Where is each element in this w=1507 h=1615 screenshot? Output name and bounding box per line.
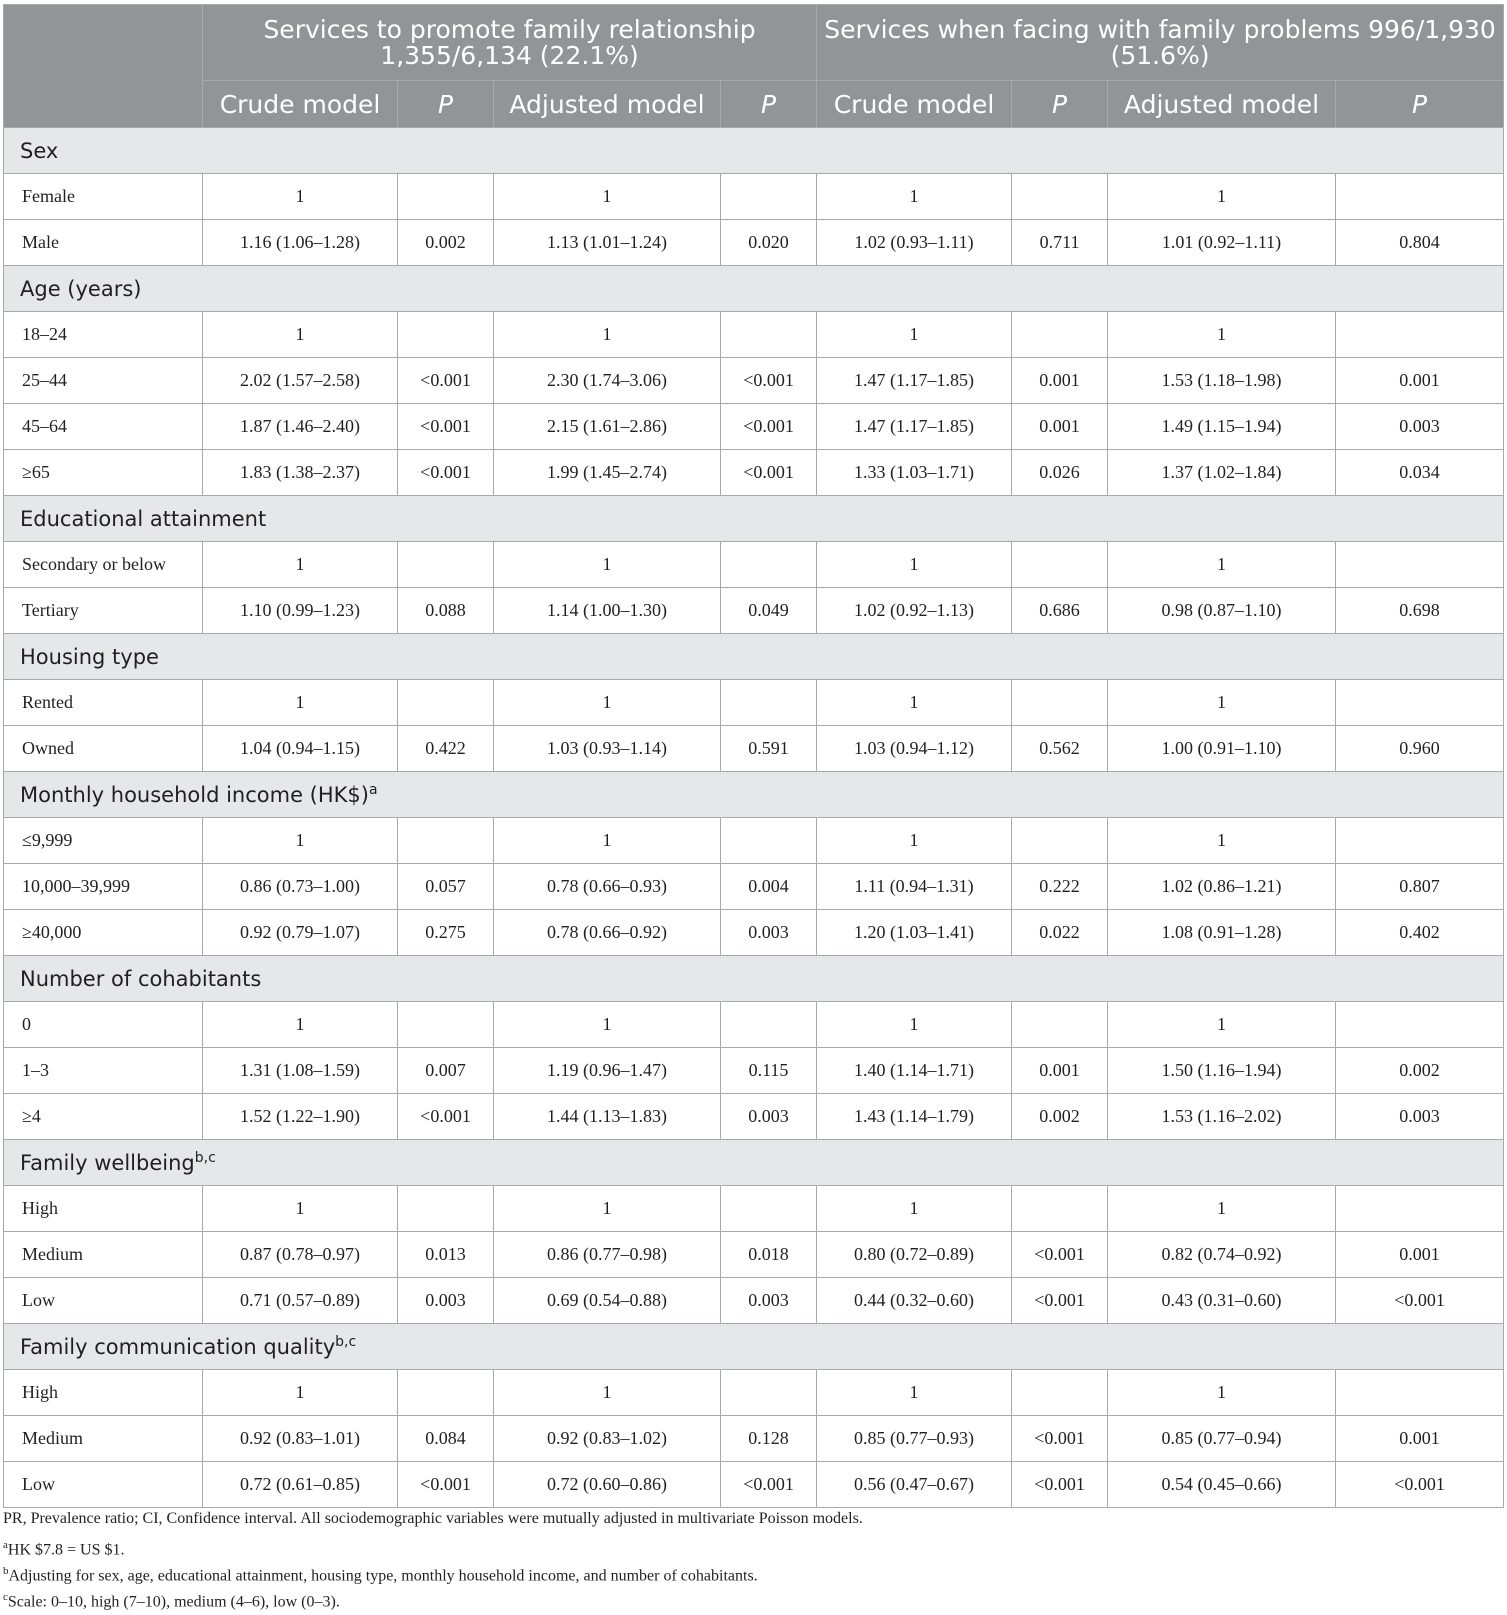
table-row xyxy=(4,542,1504,588)
ratio-cell: 1 xyxy=(817,542,1012,588)
ratio-cell: 1.04 (0.94–1.15) xyxy=(203,726,398,772)
p-value-cell xyxy=(721,680,817,726)
p-value-cell xyxy=(1336,1186,1504,1232)
p-value-cell: 0.013 xyxy=(398,1232,494,1278)
p-value-cell: 0.002 xyxy=(398,220,494,266)
p-value-cell: <0.001 xyxy=(1012,1232,1108,1278)
section-title-text: Age (years) xyxy=(20,276,142,301)
row-label: Rented xyxy=(4,680,203,726)
p-value-cell: 0.001 xyxy=(1012,404,1108,450)
ratio-cell: 0.44 (0.32–0.60) xyxy=(817,1278,1012,1324)
section-header-row xyxy=(4,128,1504,174)
p-value-cell: 0.022 xyxy=(1012,910,1108,956)
ratio-cell: 1.16 (1.06–1.28) xyxy=(203,220,398,266)
ratio-cell: 1.08 (0.91–1.28) xyxy=(1108,910,1336,956)
ratio-cell: 1.13 (1.01–1.24) xyxy=(494,220,721,266)
ratio-cell: 1.50 (1.16–1.94) xyxy=(1108,1048,1336,1094)
ratio-cell: 0.72 (0.61–0.85) xyxy=(203,1462,398,1508)
header-corner xyxy=(4,5,203,128)
ratio-cell: 0.71 (0.57–0.89) xyxy=(203,1278,398,1324)
p-value-cell: <0.001 xyxy=(1012,1416,1108,1462)
ratio-cell: 1 xyxy=(203,174,398,220)
row-label: Male xyxy=(4,220,203,266)
row-label: ≥40,000 xyxy=(4,910,203,956)
ratio-cell: 1 xyxy=(817,680,1012,726)
p-value-cell: 0.960 xyxy=(1336,726,1504,772)
header-p-value: P xyxy=(1336,81,1504,128)
table-row xyxy=(4,1416,1504,1462)
row-label: Secondary or below xyxy=(4,542,203,588)
table-row xyxy=(4,450,1504,496)
p-value-cell xyxy=(1012,818,1108,864)
p-value-cell xyxy=(721,312,817,358)
row-label: 10,000–39,999 xyxy=(4,864,203,910)
row-label: Medium xyxy=(4,1416,203,1462)
section-header-row xyxy=(4,266,1504,312)
ratio-cell: 1 xyxy=(203,680,398,726)
p-value-cell: 0.003 xyxy=(721,1278,817,1324)
p-value-cell: <0.001 xyxy=(721,404,817,450)
p-value-cell: 0.275 xyxy=(398,910,494,956)
header-p-value: P xyxy=(1012,81,1108,128)
p-value-cell xyxy=(1012,680,1108,726)
p-value-cell: <0.001 xyxy=(721,450,817,496)
ratio-cell: 1 xyxy=(203,542,398,588)
table-row xyxy=(4,174,1504,220)
ratio-cell: 1 xyxy=(1108,818,1336,864)
section-title-text: Sex xyxy=(20,138,59,163)
ratio-cell: 0.72 (0.60–0.86) xyxy=(494,1462,721,1508)
row-label: ≥65 xyxy=(4,450,203,496)
p-value-cell xyxy=(1336,312,1504,358)
section-title-text: Family communication quality xyxy=(20,1335,336,1359)
p-value-cell: 0.402 xyxy=(1336,910,1504,956)
footnote-text: PR, Prevalence ratio; CI, Confidence interval. All sociodemographic variables were mutually adjusted in multivariate Poisson models. xyxy=(3,1510,863,1527)
p-value-cell: 0.001 xyxy=(1336,1416,1504,1462)
p-value-cell: 0.003 xyxy=(398,1278,494,1324)
section-header-row xyxy=(4,634,1504,680)
ratio-cell: 1 xyxy=(817,174,1012,220)
header-p-value: P xyxy=(398,81,494,128)
p-value-cell: 0.001 xyxy=(1012,1048,1108,1094)
ratio-cell: 1.47 (1.17–1.85) xyxy=(817,404,1012,450)
table-row xyxy=(4,358,1504,404)
section-title xyxy=(4,1324,1504,1370)
p-value-cell: <0.001 xyxy=(1336,1278,1504,1324)
ratio-cell: 1.44 (1.13–1.83) xyxy=(494,1094,721,1140)
p-value-cell: <0.001 xyxy=(398,358,494,404)
ratio-cell: 1 xyxy=(203,818,398,864)
ratio-cell: 1 xyxy=(494,1370,721,1416)
p-value-cell xyxy=(1012,1370,1108,1416)
p-value-cell: 0.088 xyxy=(398,588,494,634)
ratio-cell: 0.86 (0.77–0.98) xyxy=(494,1232,721,1278)
p-value-cell: 0.007 xyxy=(398,1048,494,1094)
ratio-cell: 1.33 (1.03–1.71) xyxy=(817,450,1012,496)
ratio-cell: 0.86 (0.73–1.00) xyxy=(203,864,398,910)
table-row xyxy=(4,1462,1504,1508)
table-row xyxy=(4,1048,1504,1094)
ratio-cell: 1.03 (0.94–1.12) xyxy=(817,726,1012,772)
table-row xyxy=(4,588,1504,634)
row-label: Low xyxy=(4,1278,203,1324)
p-value-cell: 0.698 xyxy=(1336,588,1504,634)
p-value-cell xyxy=(1012,174,1108,220)
ratio-cell: 0.85 (0.77–0.93) xyxy=(817,1416,1012,1462)
footnote-marker: a xyxy=(3,1539,8,1551)
ratio-cell: 0.54 (0.45–0.66) xyxy=(1108,1462,1336,1508)
ratio-cell: 1.03 (0.93–1.14) xyxy=(494,726,721,772)
p-value-cell: 0.711 xyxy=(1012,220,1108,266)
section-title xyxy=(4,634,1504,680)
section-header-row xyxy=(4,1140,1504,1186)
p-value-cell: 0.562 xyxy=(1012,726,1108,772)
ratio-cell: 0.92 (0.83–1.01) xyxy=(203,1416,398,1462)
ratio-cell: 1 xyxy=(1108,680,1336,726)
ratio-cell: 1 xyxy=(494,312,721,358)
section-title xyxy=(4,128,1504,174)
row-label: 18–24 xyxy=(4,312,203,358)
ratio-cell: 0.56 (0.47–0.67) xyxy=(817,1462,1012,1508)
p-value-cell xyxy=(1336,542,1504,588)
section-title-text: Family wellbeing xyxy=(20,1151,195,1175)
footnote-marker: b,c xyxy=(194,1150,216,1166)
p-value-cell: <0.001 xyxy=(398,404,494,450)
ratio-cell: 1 xyxy=(494,1002,721,1048)
ratio-cell: 2.30 (1.74–3.06) xyxy=(494,358,721,404)
ratio-cell: 1 xyxy=(817,1186,1012,1232)
ratio-cell: 1.49 (1.15–1.94) xyxy=(1108,404,1336,450)
p-value-cell xyxy=(1012,312,1108,358)
row-label: Tertiary xyxy=(4,588,203,634)
p-value-cell: 0.003 xyxy=(1336,404,1504,450)
row-label: Female xyxy=(4,174,203,220)
table-row xyxy=(4,1002,1504,1048)
p-value-cell: 0.004 xyxy=(721,864,817,910)
table-row xyxy=(4,680,1504,726)
ratio-cell: 0.92 (0.83–1.02) xyxy=(494,1416,721,1462)
footnote xyxy=(3,1558,1503,1584)
table-row xyxy=(4,312,1504,358)
table-row xyxy=(4,1232,1504,1278)
p-value-cell: 0.002 xyxy=(1336,1048,1504,1094)
table-row xyxy=(4,726,1504,772)
p-value-cell xyxy=(398,1186,494,1232)
row-label: 0 xyxy=(4,1002,203,1048)
ratio-cell: 1.31 (1.08–1.59) xyxy=(203,1048,398,1094)
ratio-cell: 1 xyxy=(203,1370,398,1416)
ratio-cell: 1 xyxy=(817,1370,1012,1416)
p-value-cell: 0.591 xyxy=(721,726,817,772)
ratio-cell: 1 xyxy=(1108,1002,1336,1048)
footnote-text: Scale: 0–10, high (7–10), medium (4–6), low (0–3). xyxy=(7,1593,340,1611)
ratio-cell: 0.82 (0.74–0.92) xyxy=(1108,1232,1336,1278)
ratio-cell: 1.11 (0.94–1.31) xyxy=(817,864,1012,910)
ratio-cell: 1 xyxy=(1108,542,1336,588)
ratio-cell: 1.87 (1.46–2.40) xyxy=(203,404,398,450)
footnote-marker: a xyxy=(368,782,378,798)
p-value-cell xyxy=(721,1370,817,1416)
p-value-cell: 0.804 xyxy=(1336,220,1504,266)
p-value-cell xyxy=(398,680,494,726)
footnote xyxy=(3,1584,1503,1610)
ratio-cell: 1.47 (1.17–1.85) xyxy=(817,358,1012,404)
ratio-cell: 1 xyxy=(1108,312,1336,358)
footnote-text: HK $7.8 = US $1. xyxy=(7,1541,125,1559)
section-title-text: Monthly household income (HK$) xyxy=(20,783,369,807)
p-value-cell xyxy=(398,818,494,864)
table-row xyxy=(4,818,1504,864)
ratio-cell: 1 xyxy=(203,1002,398,1048)
ratio-cell: 0.92 (0.79–1.07) xyxy=(203,910,398,956)
table-row xyxy=(4,1370,1504,1416)
section-title xyxy=(4,772,1504,818)
p-value-cell: 0.422 xyxy=(398,726,494,772)
ratio-cell: 1.02 (0.92–1.13) xyxy=(817,588,1012,634)
p-value-cell: <0.001 xyxy=(398,1094,494,1140)
p-value-cell: 0.002 xyxy=(1012,1094,1108,1140)
row-label: 25–44 xyxy=(4,358,203,404)
p-value-cell: 0.020 xyxy=(721,220,817,266)
row-label: ≤9,999 xyxy=(4,818,203,864)
header-group-promote: Services to promote family relationship 1,355/6,134 (22.1%) xyxy=(203,5,817,81)
ratio-cell: 1 xyxy=(1108,1370,1336,1416)
section-title-text: Housing type xyxy=(20,644,159,669)
header-group-problems: Services when facing with family problems 996/1,930 (51.6%) xyxy=(817,5,1504,81)
ratio-cell: 1.99 (1.45–2.74) xyxy=(494,450,721,496)
p-value-cell xyxy=(398,174,494,220)
table-row xyxy=(4,1186,1504,1232)
ratio-cell: 1 xyxy=(1108,1186,1336,1232)
p-value-cell xyxy=(1012,1186,1108,1232)
section-header-row xyxy=(4,1324,1504,1370)
table-row xyxy=(4,1278,1504,1324)
p-value-cell: 0.807 xyxy=(1336,864,1504,910)
ratio-cell: 1 xyxy=(817,1002,1012,1048)
ratio-cell: 1 xyxy=(203,1186,398,1232)
row-label: Medium xyxy=(4,1232,203,1278)
ratio-cell: 1 xyxy=(817,818,1012,864)
row-label: 45–64 xyxy=(4,404,203,450)
row-label: Owned xyxy=(4,726,203,772)
ratio-cell: 1.10 (0.99–1.23) xyxy=(203,588,398,634)
table-row xyxy=(4,910,1504,956)
p-value-cell: 0.003 xyxy=(721,910,817,956)
section-title xyxy=(4,1140,1504,1186)
section-header-row xyxy=(4,772,1504,818)
ratio-cell: 0.69 (0.54–0.88) xyxy=(494,1278,721,1324)
ratio-cell: 1.19 (0.96–1.47) xyxy=(494,1048,721,1094)
ratio-cell: 1.53 (1.18–1.98) xyxy=(1108,358,1336,404)
p-value-cell: 0.018 xyxy=(721,1232,817,1278)
header-crude-model: Crude model xyxy=(817,81,1012,128)
p-value-cell: 0.049 xyxy=(721,588,817,634)
footnote-text: Adjusting for sex, age, educational attainment, housing type, monthly household income, and number of cohabitants. xyxy=(8,1567,758,1585)
ratio-cell: 1.00 (0.91–1.10) xyxy=(1108,726,1336,772)
p-value-cell: 0.003 xyxy=(721,1094,817,1140)
p-value-cell xyxy=(398,312,494,358)
header-crude-model: Crude model xyxy=(203,81,398,128)
results-table xyxy=(3,4,1504,1508)
table-body xyxy=(4,128,1504,1508)
p-value-cell: 0.001 xyxy=(1012,358,1108,404)
p-value-cell: 0.222 xyxy=(1012,864,1108,910)
row-label: High xyxy=(4,1370,203,1416)
p-value-cell: <0.001 xyxy=(398,1462,494,1508)
p-value-cell: <0.001 xyxy=(721,358,817,404)
p-value-cell: 0.128 xyxy=(721,1416,817,1462)
ratio-cell: 1 xyxy=(494,174,721,220)
row-label: Low xyxy=(4,1462,203,1508)
p-value-cell: <0.001 xyxy=(1336,1462,1504,1508)
ratio-cell: 1 xyxy=(494,818,721,864)
p-value-cell xyxy=(721,174,817,220)
p-value-cell: <0.001 xyxy=(1012,1278,1108,1324)
p-value-cell: 0.057 xyxy=(398,864,494,910)
footnote-marker: c xyxy=(3,1591,8,1603)
table-row xyxy=(4,864,1504,910)
footnote-marker: b xyxy=(3,1565,9,1577)
p-value-cell: 0.001 xyxy=(1336,358,1504,404)
footnote xyxy=(3,1506,1503,1532)
ratio-cell: 0.80 (0.72–0.89) xyxy=(817,1232,1012,1278)
ratio-cell: 2.15 (1.61–2.86) xyxy=(494,404,721,450)
ratio-cell: 1 xyxy=(203,312,398,358)
ratio-cell: 1.53 (1.16–2.02) xyxy=(1108,1094,1336,1140)
p-value-cell: 0.686 xyxy=(1012,588,1108,634)
ratio-cell: 1.37 (1.02–1.84) xyxy=(1108,450,1336,496)
p-value-cell: 0.001 xyxy=(1336,1232,1504,1278)
p-value-cell: 0.003 xyxy=(1336,1094,1504,1140)
table-container xyxy=(3,4,1503,1508)
table-row xyxy=(4,404,1504,450)
p-value-cell xyxy=(1336,1370,1504,1416)
ratio-cell: 0.78 (0.66–0.93) xyxy=(494,864,721,910)
p-value-cell xyxy=(398,1370,494,1416)
ratio-cell: 1 xyxy=(494,680,721,726)
p-value-cell xyxy=(721,542,817,588)
p-value-cell xyxy=(721,1186,817,1232)
p-value-cell: <0.001 xyxy=(721,1462,817,1508)
p-value-cell: 0.026 xyxy=(1012,450,1108,496)
header-p-value: P xyxy=(721,81,817,128)
ratio-cell: 1 xyxy=(1108,174,1336,220)
ratio-cell: 0.78 (0.66–0.92) xyxy=(494,910,721,956)
p-value-cell: 0.034 xyxy=(1336,450,1504,496)
ratio-cell: 2.02 (1.57–2.58) xyxy=(203,358,398,404)
ratio-cell: 1 xyxy=(817,312,1012,358)
section-title xyxy=(4,956,1504,1002)
section-header-row xyxy=(4,496,1504,542)
footnotes xyxy=(3,1506,1503,1610)
p-value-cell xyxy=(1336,174,1504,220)
p-value-cell xyxy=(721,1002,817,1048)
section-title-text: Number of cohabitants xyxy=(20,966,262,991)
ratio-cell: 0.98 (0.87–1.10) xyxy=(1108,588,1336,634)
p-value-cell xyxy=(1336,680,1504,726)
ratio-cell: 1 xyxy=(494,542,721,588)
ratio-cell: 1 xyxy=(494,1186,721,1232)
header-adjusted-model: Adjusted model xyxy=(494,81,721,128)
p-value-cell xyxy=(1336,1002,1504,1048)
section-title xyxy=(4,496,1504,542)
p-value-cell xyxy=(1012,542,1108,588)
footnote xyxy=(3,1532,1503,1558)
row-label: 1–3 xyxy=(4,1048,203,1094)
ratio-cell: 1.43 (1.14–1.79) xyxy=(817,1094,1012,1140)
section-header-row xyxy=(4,956,1504,1002)
section-title-text: Educational attainment xyxy=(20,506,267,531)
ratio-cell: 0.43 (0.31–0.60) xyxy=(1108,1278,1336,1324)
p-value-cell xyxy=(398,1002,494,1048)
p-value-cell xyxy=(1336,818,1504,864)
ratio-cell: 1.40 (1.14–1.71) xyxy=(817,1048,1012,1094)
ratio-cell: 1.14 (1.00–1.30) xyxy=(494,588,721,634)
table-row xyxy=(4,1094,1504,1140)
p-value-cell xyxy=(398,542,494,588)
p-value-cell: 0.084 xyxy=(398,1416,494,1462)
header-adjusted-model: Adjusted model xyxy=(1108,81,1336,128)
ratio-cell: 1.52 (1.22–1.90) xyxy=(203,1094,398,1140)
row-label: ≥4 xyxy=(4,1094,203,1140)
p-value-cell: <0.001 xyxy=(398,450,494,496)
ratio-cell: 1.02 (0.93–1.11) xyxy=(817,220,1012,266)
p-value-cell: <0.001 xyxy=(1012,1462,1108,1508)
footnote-marker: b,c xyxy=(335,1334,357,1350)
ratio-cell: 0.87 (0.78–0.97) xyxy=(203,1232,398,1278)
ratio-cell: 1.20 (1.03–1.41) xyxy=(817,910,1012,956)
ratio-cell: 1.02 (0.86–1.21) xyxy=(1108,864,1336,910)
ratio-cell: 1.83 (1.38–2.37) xyxy=(203,450,398,496)
p-value-cell xyxy=(1012,1002,1108,1048)
ratio-cell: 1.01 (0.92–1.11) xyxy=(1108,220,1336,266)
p-value-cell xyxy=(721,818,817,864)
p-value-cell: 0.115 xyxy=(721,1048,817,1094)
ratio-cell: 0.85 (0.77–0.94) xyxy=(1108,1416,1336,1462)
table-row xyxy=(4,220,1504,266)
section-title xyxy=(4,266,1504,312)
row-label: High xyxy=(4,1186,203,1232)
